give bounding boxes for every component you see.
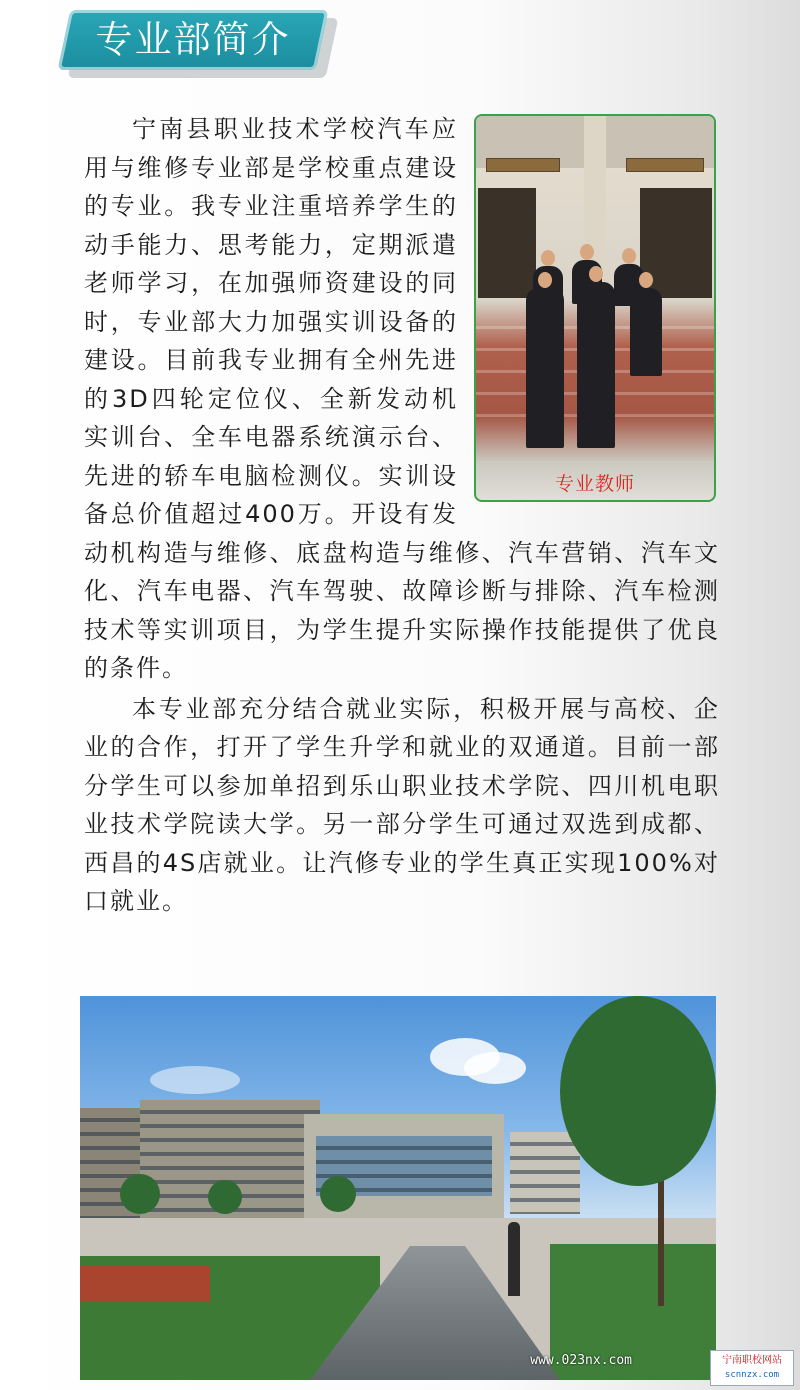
teacher-figure bbox=[630, 288, 662, 376]
tree-crown bbox=[120, 1174, 160, 1214]
photo-door bbox=[478, 188, 536, 298]
page-title: 专业部简介 bbox=[95, 18, 291, 61]
cloud bbox=[464, 1052, 526, 1084]
tree-crown bbox=[560, 996, 716, 1186]
pedestrian-figure bbox=[508, 1222, 520, 1296]
campus-track bbox=[80, 1266, 210, 1302]
teacher-photo bbox=[474, 114, 716, 502]
watermark-url: www.023nx.com bbox=[530, 1353, 632, 1368]
section-title-tab bbox=[64, 10, 334, 80]
photo-plaque bbox=[486, 158, 560, 172]
person-head bbox=[538, 272, 552, 288]
intro-paragraph: 宁南县职业技术学校汽车应用与维修专业部是学校重点建设的专业。我专业注重培养学生的动手能力、思考能力，定期派遣老师学习，在加强师资建设的同时，专业部大力加强实训设备的建设。目前我专业拥有全州先进的3D四轮定位仪、全新发动机实训台、全车电器系统演示台、先进的轿车电脑检测仪。实训设备总价值超过400万。开设有发动机构造与维修、底盘构造与维修、汽车营销、汽车文化、汽车电器、汽车驾驶、故障诊断与排除、汽车检测技术等实训项目，为学生提升实际操作技能提供了优良的条件。 bbox=[84, 115, 720, 682]
teacher-figure bbox=[526, 288, 564, 448]
person-head bbox=[622, 248, 636, 264]
teacher-figure bbox=[577, 282, 615, 448]
photo-plaque bbox=[626, 158, 704, 172]
campus-image bbox=[80, 996, 716, 1380]
article-body bbox=[84, 110, 720, 921]
campus-building-right bbox=[510, 1132, 580, 1214]
person-head bbox=[541, 250, 555, 266]
photo-caption: 专业教师 bbox=[554, 473, 635, 495]
cooperation-paragraph: 本专业部充分结合就业实际，积极开展与高校、企业的合作，打开了学生升学和就业的双通道。目前一部分学生可以参加单招到乐山职业技术学院、四川机电职业技术学院读大学。另一部分学生可通过双选到成都、西昌的4S店就业。让汽修专业的学生真正实现100%对口就业。 bbox=[84, 694, 720, 915]
person-head bbox=[639, 272, 653, 288]
cloud bbox=[150, 1066, 240, 1094]
person-head bbox=[580, 244, 594, 260]
tree-crown bbox=[320, 1176, 356, 1212]
site-logo-url: scnnzx.com bbox=[724, 1370, 780, 1380]
site-logo bbox=[710, 1350, 794, 1386]
person-head bbox=[589, 266, 603, 282]
tree-crown bbox=[208, 1180, 242, 1214]
site-logo-title: 宁南职校网站 bbox=[722, 1355, 782, 1366]
